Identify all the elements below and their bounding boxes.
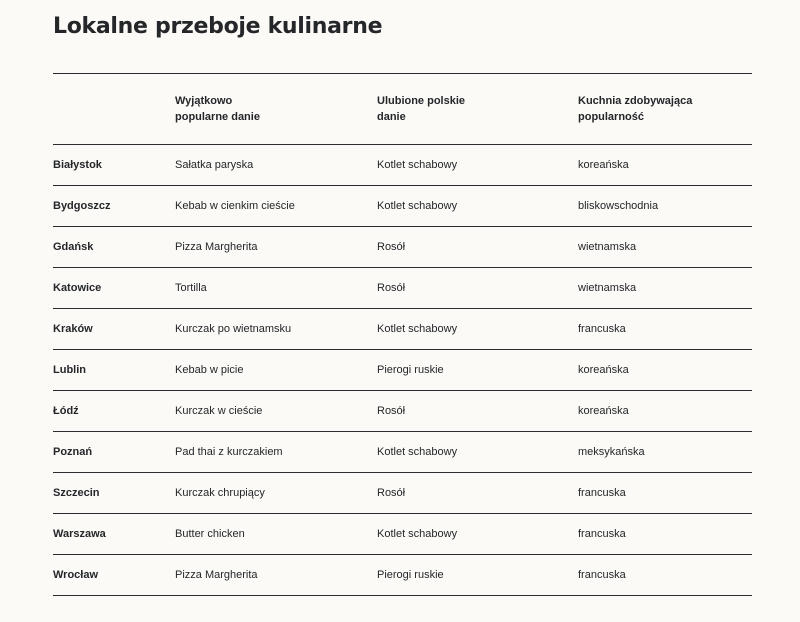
header-line: Ulubione polskie: [377, 95, 466, 107]
popular-dish-cell: Kurczak po wietnamsku: [175, 309, 377, 350]
table-row: [53, 268, 752, 309]
header-rising-cuisine: [578, 74, 752, 145]
city-cell: Lublin: [53, 350, 175, 391]
table-row: [53, 309, 752, 350]
rising-cuisine-cell: bliskowschodnia: [578, 186, 752, 227]
city-cell: Gdańsk: [53, 227, 175, 268]
rising-cuisine-cell: francuska: [578, 555, 752, 596]
table-row: [53, 473, 752, 514]
rising-cuisine-cell: wietnamska: [578, 227, 752, 268]
table-row: [53, 432, 752, 473]
popular-dish-cell: Pizza Margherita: [175, 227, 377, 268]
city-cell: Bydgoszcz: [53, 186, 175, 227]
header-popular-dish: [175, 74, 377, 145]
city-cell: Katowice: [53, 268, 175, 309]
rising-cuisine-cell: wietnamska: [578, 268, 752, 309]
rising-cuisine-cell: francuska: [578, 514, 752, 555]
header-line: Kuchnia zdobywająca: [578, 95, 693, 107]
header-favorite-polish-dish: [377, 74, 578, 145]
city-cell: Szczecin: [53, 473, 175, 514]
favorite-polish-dish-cell: Pierogi ruskie: [377, 350, 578, 391]
table-row: [53, 555, 752, 596]
table-body: [53, 145, 752, 596]
header-line: danie: [377, 111, 406, 123]
popular-dish-cell: Sałatka paryska: [175, 145, 377, 186]
city-cell: Poznań: [53, 432, 175, 473]
popular-dish-cell: Pizza Margherita: [175, 555, 377, 596]
table-row: [53, 391, 752, 432]
popular-dish-cell: Pad thai z kurczakiem: [175, 432, 377, 473]
rising-cuisine-cell: koreańska: [578, 350, 752, 391]
table-row: [53, 350, 752, 391]
rising-cuisine-cell: francuska: [578, 309, 752, 350]
city-cell: Wrocław: [53, 555, 175, 596]
table-header-row: [53, 74, 752, 145]
header-line: popularność: [578, 111, 645, 123]
table-row: [53, 227, 752, 268]
header-city: [53, 74, 175, 145]
popular-dish-cell: Tortilla: [175, 268, 377, 309]
rising-cuisine-cell: koreańska: [578, 145, 752, 186]
favorite-polish-dish-cell: Rosół: [377, 268, 578, 309]
dishes-table: [53, 73, 752, 596]
favorite-polish-dish-cell: Kotlet schabowy: [377, 432, 578, 473]
city-cell: Kraków: [53, 309, 175, 350]
table-row: [53, 514, 752, 555]
rising-cuisine-cell: francuska: [578, 473, 752, 514]
rising-cuisine-cell: meksykańska: [578, 432, 752, 473]
city-cell: Białystok: [53, 145, 175, 186]
favorite-polish-dish-cell: Kotlet schabowy: [377, 514, 578, 555]
favorite-polish-dish-cell: Kotlet schabowy: [377, 145, 578, 186]
header-line: popularne danie: [175, 111, 260, 123]
popular-dish-cell: Kurczak chrupiący: [175, 473, 377, 514]
table-row: [53, 186, 752, 227]
favorite-polish-dish-cell: Kotlet schabowy: [377, 309, 578, 350]
popular-dish-cell: Kebab w picie: [175, 350, 377, 391]
favorite-polish-dish-cell: Rosół: [377, 391, 578, 432]
favorite-polish-dish-cell: Rosół: [377, 227, 578, 268]
page-title: Lokalne przeboje kulinarne: [53, 14, 383, 39]
popular-dish-cell: Kebab w cienkim cieście: [175, 186, 377, 227]
favorite-polish-dish-cell: Kotlet schabowy: [377, 186, 578, 227]
popular-dish-cell: Kurczak w cieście: [175, 391, 377, 432]
favorite-polish-dish-cell: Pierogi ruskie: [377, 555, 578, 596]
header-line: Wyjątkowo: [175, 95, 233, 107]
city-cell: Łódź: [53, 391, 175, 432]
favorite-polish-dish-cell: Rosół: [377, 473, 578, 514]
table-row: [53, 145, 752, 186]
city-cell: Warszawa: [53, 514, 175, 555]
popular-dish-cell: Butter chicken: [175, 514, 377, 555]
rising-cuisine-cell: koreańska: [578, 391, 752, 432]
